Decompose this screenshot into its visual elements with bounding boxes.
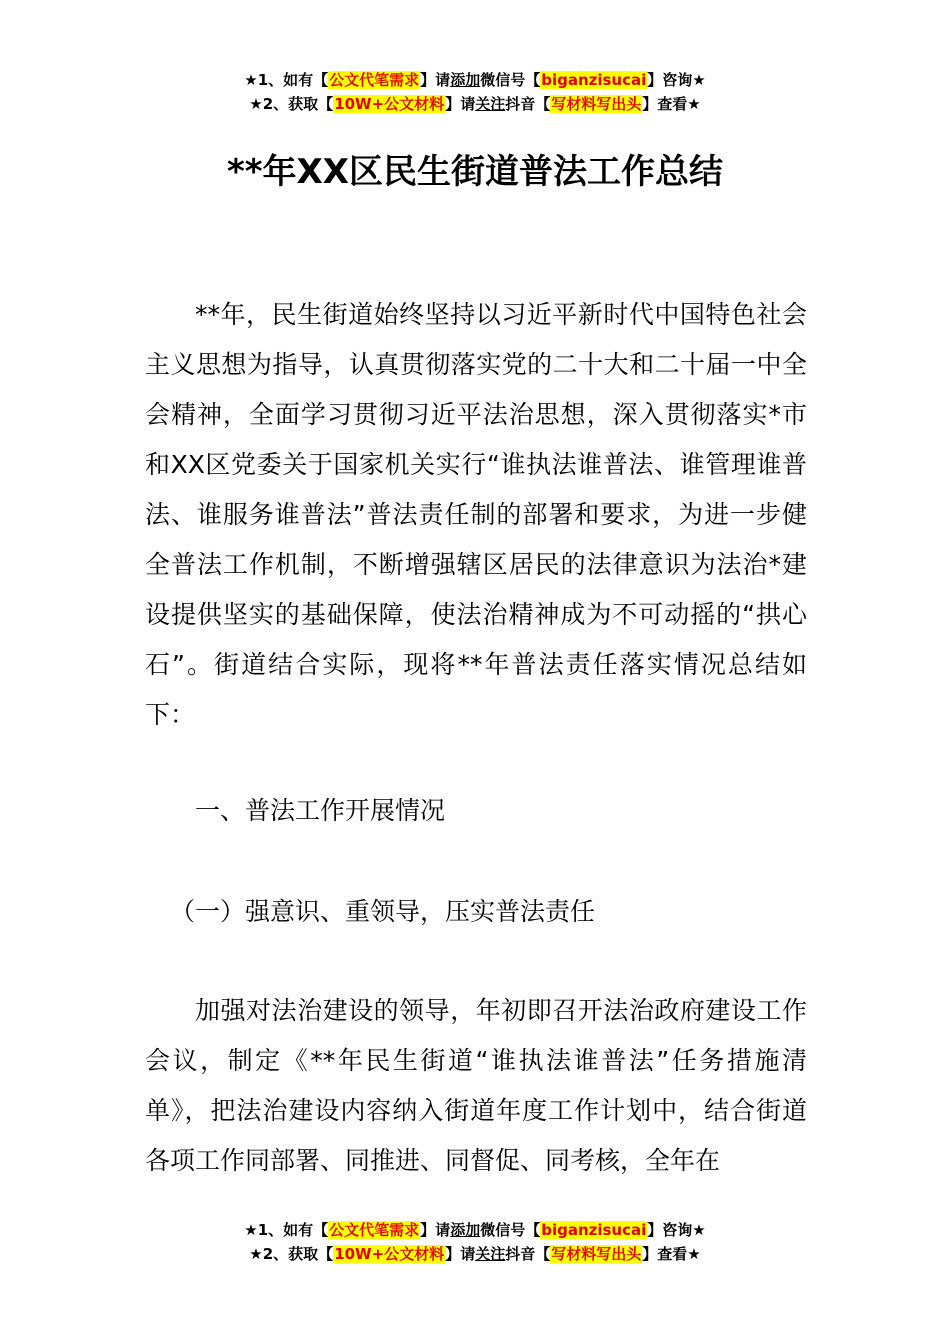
banner-text: 】请	[445, 95, 476, 113]
banner-highlight: biganzisucai	[541, 71, 647, 89]
banner-line-2	[0, 1242, 950, 1266]
top-banner	[0, 68, 950, 116]
banner-text: 】请	[445, 1245, 476, 1263]
banner-text: 】查看★	[642, 1245, 701, 1263]
banner-line-1	[0, 1218, 950, 1242]
subsection-heading: （一）强意识、重领导，压实普法责任	[170, 897, 596, 926]
banner-highlight: biganzisucai	[541, 1221, 647, 1239]
banner-text: ★1、如有【	[244, 71, 329, 89]
banner-underline: 关注	[475, 95, 506, 113]
document-title: **年XX区民生街道普法工作总结	[227, 152, 723, 192]
banner-underline: 添加	[450, 1221, 481, 1239]
banner-text: ★2、获取【	[249, 95, 334, 113]
banner-text: 】请	[420, 71, 451, 89]
bottom-banner	[0, 1218, 950, 1266]
banner-highlight: 公文代笔需求	[329, 71, 420, 89]
banner-text: 】查看★	[642, 95, 701, 113]
banner-underline: 添加	[450, 71, 481, 89]
banner-highlight: 写材料写出头	[551, 95, 642, 113]
banner-text: 】请	[420, 1221, 451, 1239]
banner-text: 】咨询★	[647, 71, 706, 89]
banner-text: 微信号【	[480, 1221, 541, 1239]
banner-text: 抖音【	[505, 1245, 551, 1263]
banner-highlight: 写材料写出头	[551, 1245, 642, 1263]
banner-line-1	[0, 68, 950, 92]
banner-text: ★1、如有【	[244, 1221, 329, 1239]
banner-highlight: 公文代笔需求	[329, 1221, 420, 1239]
banner-highlight: 10W+公文材料	[334, 1245, 445, 1263]
section-heading: 一、普法工作开展情况	[195, 796, 446, 825]
intro-paragraph: **年，民生街道始终坚持以习近平新时代中国特色社会主义思想为指导，认真贯彻落实党的二十大和二十届一中全会精神，全面学习贯彻习近平法治思想，深入贯彻落实*市和XX区党委关于国家机关实行“谁执法谁普法、谁管理谁普法、谁服务谁普法”普法责任制的部署和要求，为进一步健全普法工作机制，不断增强辖区居民的法律意识为法治*建设提供坚实的基础保障，使法治精神成为不可动摇的“拱心石”。街道结合实际，现将**年普法责任落实情况总结如下：	[145, 300, 808, 729]
banner-line-2	[0, 92, 950, 116]
banner-text: 抖音【	[505, 95, 551, 113]
banner-text: 微信号【	[480, 71, 541, 89]
banner-underline: 关注	[475, 1245, 506, 1263]
banner-text: 】咨询★	[647, 1221, 706, 1239]
banner-text: ★2、获取【	[249, 1245, 334, 1263]
body-paragraph: 加强对法治建设的领导，年初即召开法治政府建设工作会议，制定《**年民生街道“谁执法谁普法”任务措施清单》，把法治建设内容纳入街道年度工作计划中，结合街道各项工作同部署、同推进、同督促、同考核，全年在	[145, 996, 807, 1175]
banner-highlight: 10W+公文材料	[334, 95, 445, 113]
